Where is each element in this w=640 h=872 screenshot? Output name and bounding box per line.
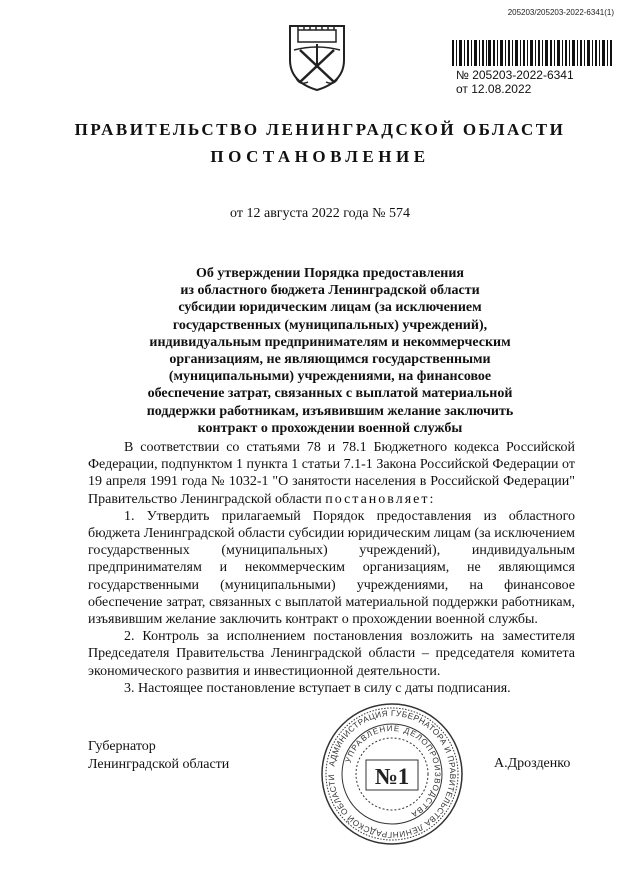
item-2: 2. Контроль за исполнением постановления возложить на заместителя Председателя Правительства Ленинградской области – председателя комитета экономического развития и инвестиционной деятельности. xyxy=(88,629,575,679)
decree-title xyxy=(80,265,580,437)
decrees-word: постановляет: xyxy=(325,491,436,507)
barcode xyxy=(452,40,612,66)
signatory-position xyxy=(88,738,229,774)
decree-body xyxy=(88,439,575,697)
position-line: Ленинградской области xyxy=(88,757,230,772)
item-3: 3. Настоящее постановление вступает в силу с даты подписания. xyxy=(124,680,511,696)
title-line: обеспечение затрат, связанных с выплатой материальной xyxy=(147,386,513,402)
preamble-paragraph xyxy=(88,439,575,508)
item-1: 1. Утвердить прилагаемый Порядок предоставления из областного бюджета Ленинградской области субсидии юридическим лицам (за исключением государственных (муниципальных) учреждений), индивидуальным предпринимателям и некоммерческим организациям, не являющимся государственными (муниципальными) учреждениями, на финансовое обеспечение затрат, связанных с выплатой материальной поддержки работникам, изъявившим желание заключить контракт о прохождении военной службы. xyxy=(88,508,575,628)
official-seal xyxy=(318,700,466,848)
authority-heading: ПРАВИТЕЛЬСТВО ЛЕНИНГРАДСКОЙ ОБЛАСТИ xyxy=(74,120,566,139)
signatory-name: А.Дрозденко xyxy=(494,756,571,771)
title-line: государственных (муниципальных) учреждений), xyxy=(172,317,488,333)
registration-date: от 12.08.2022 xyxy=(456,82,532,96)
position-line: Губернатор xyxy=(88,739,156,754)
title-line: Об утверждении Порядка предоставления xyxy=(195,266,465,281)
document-type: ПОСТАНОВЛЕНИЕ xyxy=(210,147,430,166)
document-code: 205203/205203-2022-6341(1) xyxy=(507,8,614,17)
title-line: из областного бюджета Ленинградской области xyxy=(180,283,480,299)
registration-number: № 205203-2022-6341 xyxy=(456,68,574,82)
title-line: индивидуальным предпринимателям и некоммерческим xyxy=(149,334,511,350)
seal-inner-text: УПРАВЛЕНИЕ ДЕЛОПРОИЗВОДСТВА xyxy=(343,723,443,820)
coat-of-arms-icon xyxy=(284,20,350,94)
title-line: контракт о прохождении военной службы xyxy=(197,420,463,436)
title-line: (муниципальными) учреждениями, на финансовое xyxy=(168,369,492,385)
preamble-text: В соответствии со статьями 78 и 78.1 Бюджетного кодекса Российской Федерации, подпунктом 1 пункта 1 статьи 7.1-1 Закона Российской Федерации от 19 апреля 1991 года № 1032-1 "О занятости населения в Российской Федерации" Правительство Ленинградской области xyxy=(88,440,575,507)
decree-date-number: от 12 августа 2022 года № 574 xyxy=(230,206,410,221)
seal-number: №1 xyxy=(374,764,410,789)
title-line: субсидии юридическим лицам (за исключением xyxy=(178,300,482,316)
title-line: организациям, не являющимся государственными xyxy=(169,352,491,368)
title-line: поддержки работникам, изъявившим желание заключить xyxy=(146,403,514,419)
registration-stamp xyxy=(456,68,574,96)
seal-ring-text: АДМИНИСТРАЦИЯ ГУБЕРНАТОРА И ПРАВИТЕЛЬСТВА ЛЕНИНГРАДСКОЙ ОБЛАСТИ xyxy=(326,708,458,840)
